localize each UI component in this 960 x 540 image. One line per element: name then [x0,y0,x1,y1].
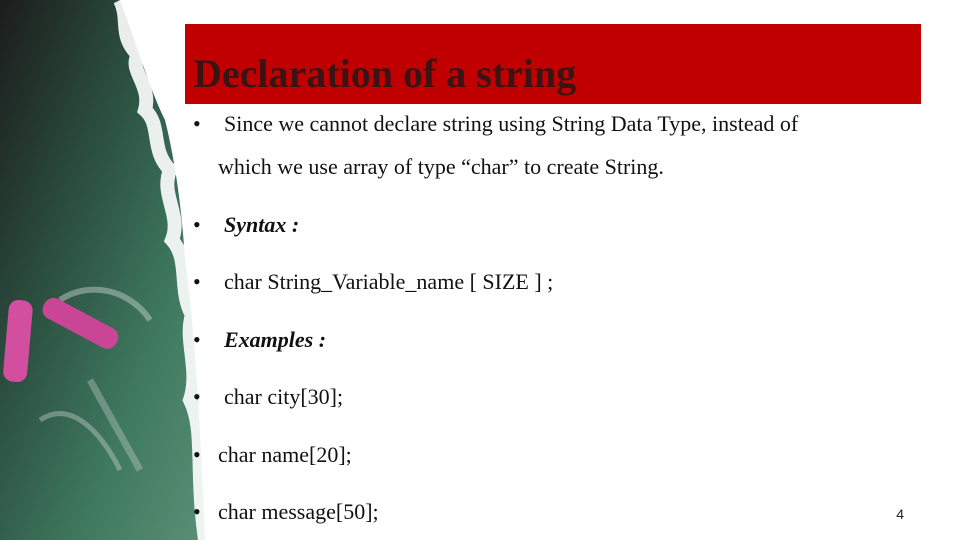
bullet-text-continuation: which we use array of type “char” to create String. [218,154,664,179]
bullet-text: char message[50]; [218,499,379,524]
bullet-text: char String_Variable_name [ SIZE ] ; [224,269,554,294]
bullet-text: Since we cannot declare string using String Data Type, instead of [224,111,799,136]
bullet-dot: • [193,499,201,524]
slide-title: Declaration of a string [193,51,577,96]
bullet-text: char city[30]; [224,384,344,409]
bullet-dot: • [193,384,201,409]
bullet-dot: • [193,269,201,294]
bullet-heading-examples: Examples : [224,327,327,352]
bullet-dot: • [193,111,201,136]
bullet-dot: • [193,442,201,467]
page-number: 4 [896,506,904,522]
bullet-dot: • [193,212,201,237]
bullet-dot: • [193,327,201,352]
bullet-text: char name[20]; [218,442,352,467]
bullet-heading-syntax: Syntax : [224,212,300,237]
